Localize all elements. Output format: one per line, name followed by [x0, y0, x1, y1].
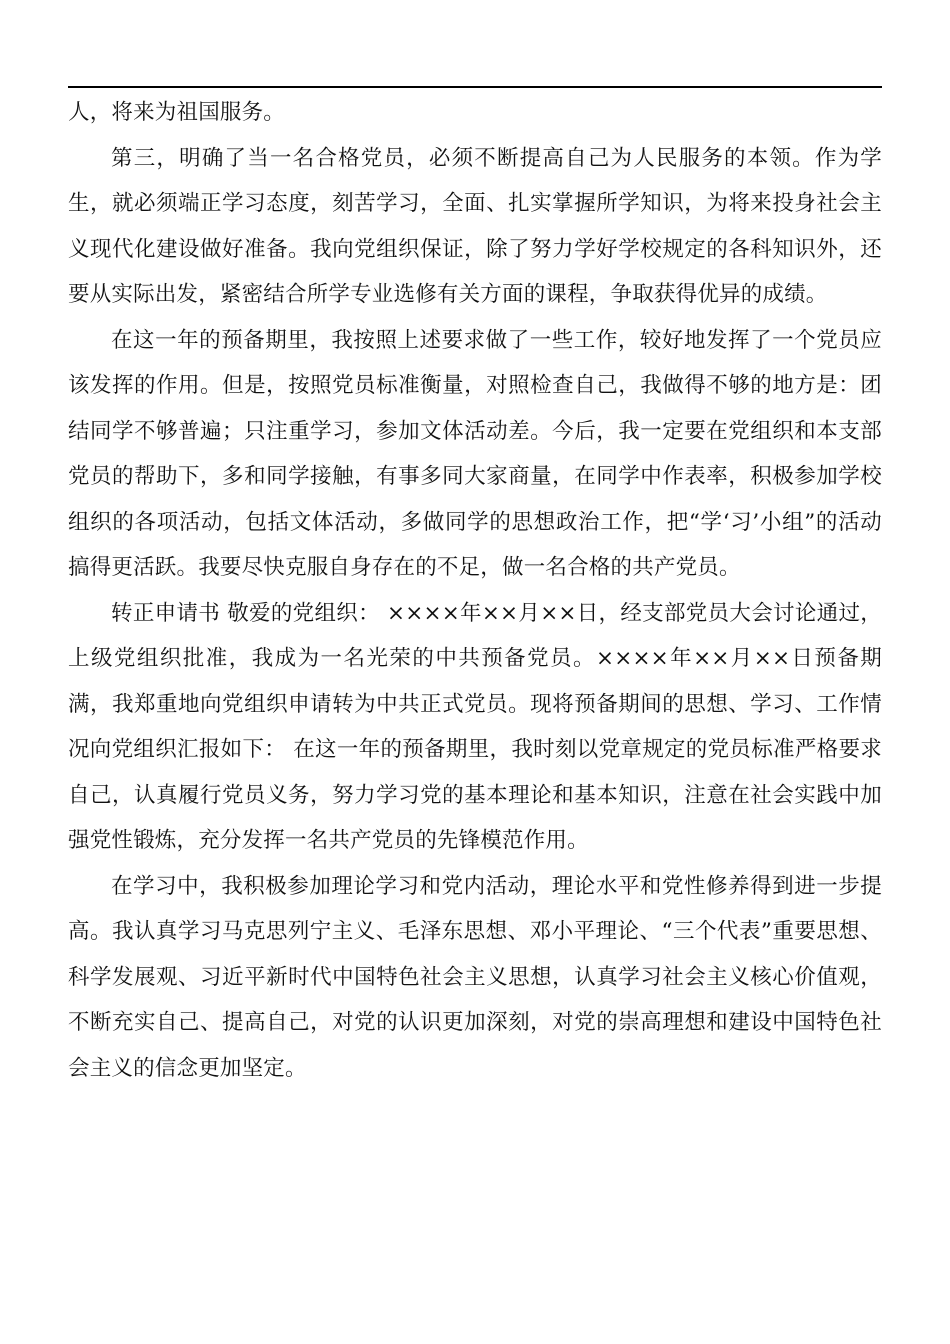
header-rule — [68, 86, 882, 88]
paragraph-continuation: 人，将来为祖国服务。 — [68, 100, 286, 125]
paragraph-third-point: 第三，明确了当一名合格党员，必须不断提高自己为人民服务的本领。作为学生，就必须端正学习态度，刻苦学习，全面、扎实掌握所学知识，为将来投身社会主义现代化建设做好准备。我向党组织保证，除了努力学好学校规定的各科知识外，还要从实际出发，紧密结合所学专业选修有关方面的课程，争取获得优异的成绩。 — [68, 145, 882, 307]
paragraph-self-review: 在这一年的预备期里，我按照上述要求做了一些工作，较好地发挥了一个党员应该发挥的作用。但是，按照党员标准衡量，对照检查自己，我做得不够的地方是：团结同学不够普遍；只注重学习，参加文体活动差。今后，我一定要在党组织和本支部党员的帮助下，多和同学接触，有事多同大家商量，在同学中作表率，积极参加学校组织的各项活动，包括文体活动，多做同学的思想政治工作，把“学‘习’小组”的活动搞得更活跃。我要尽快克服自身存在的不足，做一名合格的共产党员。 — [68, 327, 882, 580]
paragraph-study: 在学习中，我积极参加理论学习和党内活动，理论水平和党性修养得到进一步提高。我认真学习马克思列宁主义、毛泽东思想、邓小平理论、“三个代表”重要思想、科学发展观、习近平新时代中国特色社会主义思想，认真学习社会主义核心价值观，不断充实自己、提高自己，对党的认识更加深刻，对党的崇高理想和建设中国特色社会主义的信念更加坚定。 — [68, 873, 882, 1081]
document-body — [68, 90, 882, 1091]
paragraph-application-letter: 转正申请书 敬爱的党组织： ××××年××月××日，经支部党员大会讨论通过，上级党组织批准，我成为一名光荣的中共预备党员。××××年××月××日预备期满，我郑重地向党组织申请转为中共正式党员。现将预备期间的思想、学习、工作情况向党组织汇报如下： 在这一年的预备期里，我时刻以党章规定的党员标准严格要求自己，认真履行党员义务，努力学习党的基本理论和基本知识，注意在社会实践中加强党性锻炼，充分发挥一名共产党员的先锋模范作用。 — [68, 600, 882, 853]
